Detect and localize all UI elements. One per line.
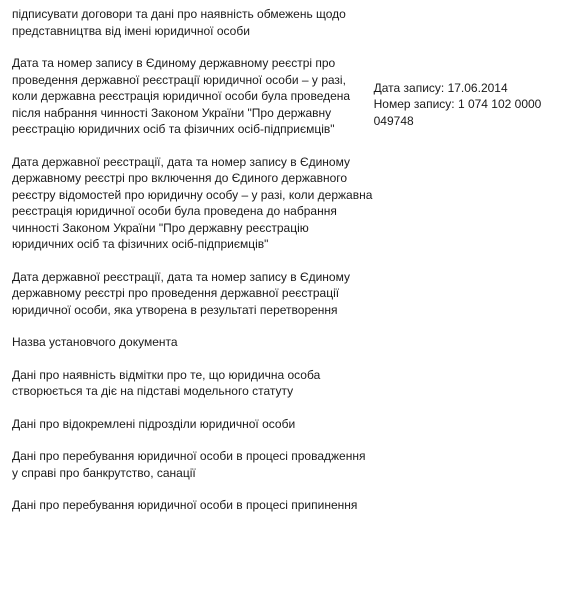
table-row: [12, 448, 557, 497]
field-label-registration-record-before-law: Дата державної реєстрації, дата та номер запису в Єдиному державному реєстрі про включення до Єдиного державного реєстру відомостей про юридичну особу – у разі, коли державна реєстрація юридичної особи була проведена до набрання чинності Законом України "Про державну реєстрацію юридичних осіб та фізичних осіб-підприємців": [12, 154, 373, 251]
field-label-cell: [12, 367, 374, 416]
field-label-founding-document-name: Назва установчого документа: [12, 335, 178, 349]
field-label-separate-subdivisions: Дані про відокремлені підрозділи юридичної особи: [12, 416, 296, 431]
field-label-cell: [12, 6, 374, 55]
field-label-registration-after-transformation: Дата державної реєстрації, дата та номер запису в Єдиному державному реєстрі про проведення державної реєстрації юридичної особи, яка утворена в результаті перетворення: [12, 269, 350, 317]
table-row: [12, 269, 557, 335]
registry-record-table: [12, 6, 557, 530]
table-row: [12, 154, 557, 269]
field-label-cell: [12, 416, 374, 449]
field-value-cell: [374, 334, 557, 367]
table-row: [12, 55, 557, 154]
table-row: [12, 367, 557, 416]
field-label-cell: [12, 154, 374, 269]
field-label-cell: [12, 269, 374, 335]
table-row: [12, 6, 557, 55]
field-value-cell: [374, 55, 557, 154]
field-value-cell: [374, 448, 557, 497]
field-label-registration-record-after-law: Дата та номер запису в Єдиному державному реєстрі про проведення державної реєстрації юридичної особи – у разі, коли державна реєстрація юридичної особи була проведена після набрання чинності Законом України "Про державну реєстрацію юридичних осіб та фізичних осіб-підприємців": [12, 56, 351, 136]
field-value-cell: [374, 367, 557, 416]
field-value-cell: [374, 416, 557, 449]
field-label-cell: [12, 497, 374, 530]
field-value-cell: [374, 6, 557, 55]
field-value-cell: [374, 269, 557, 335]
record-number-value: Номер запису: 1 074 102 0000 049748: [373, 97, 542, 128]
field-label-model-statute-mark: Дані про наявність відмітки про те, що юридична особа створюється та діє на підставі модельного статуту: [12, 367, 321, 398]
table-row: [12, 497, 557, 530]
field-label-cell: [12, 448, 374, 497]
field-label-cell: [12, 334, 374, 367]
field-value-cell: [374, 497, 557, 530]
field-label-bankruptcy-proceedings: Дані про перебування юридичної особи в процесі провадження у справі про банкрутство, санації: [12, 449, 366, 480]
field-label-termination-process: Дані про перебування юридичної особи в процесі припинення: [12, 498, 358, 512]
table-row: [12, 416, 557, 449]
field-value-cell: [374, 154, 557, 269]
record-date-value: Дата запису: 17.06.2014: [373, 80, 508, 95]
field-label-representation-restrictions: підписувати договори та дані про наявність обмежень щодо представництва від імені юридичної особи: [12, 7, 346, 38]
field-label-cell: [12, 55, 374, 154]
table-row: [12, 334, 557, 367]
